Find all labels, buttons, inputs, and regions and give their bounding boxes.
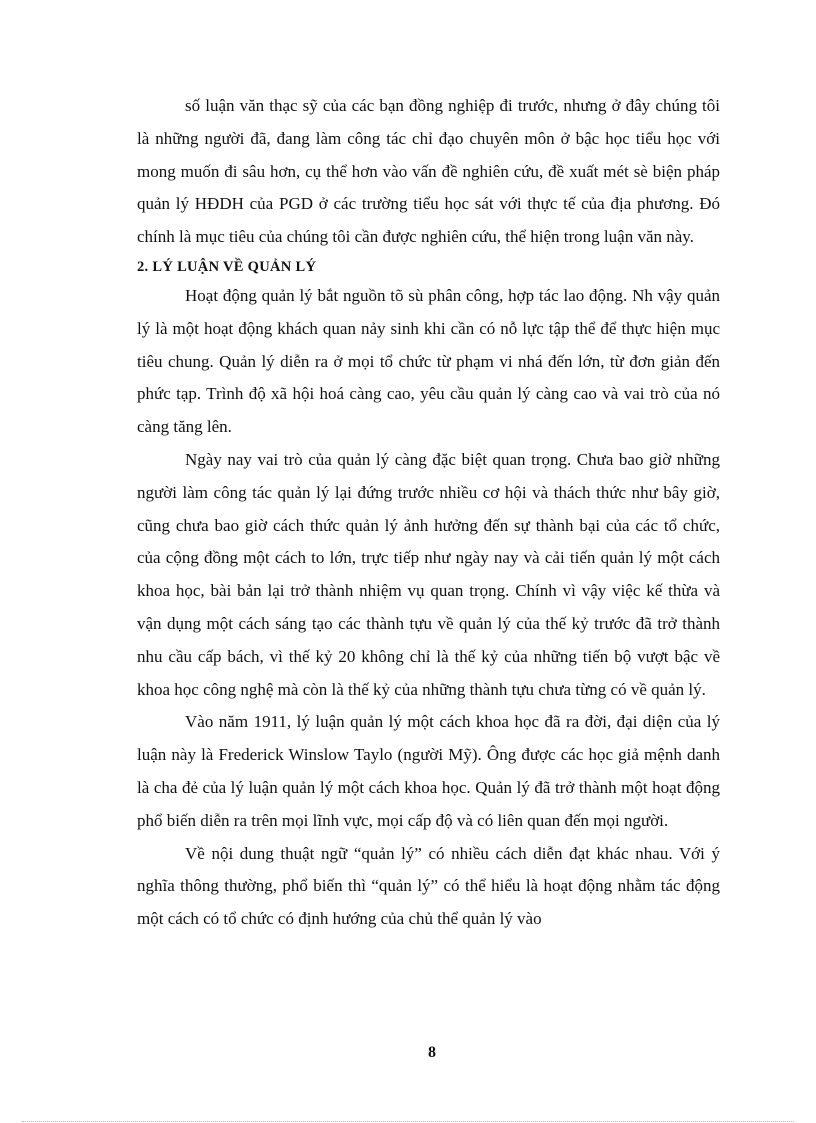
paragraph-taylor: Vào năm 1911, lý luận quản lý một cách khoa học đã ra đời, đại diện của lý luận này là Frederick Winslow Taylo (người Mỹ). Ông được các học giả mệnh danh là cha đẻ của lý luận quản lý một cách khoa học. Quản lý đã trở thành một hoạt động phổ biến diễn ra trên mọi lĩnh vực, mọi cấp độ và có liên quan đến mọi người. [137, 712, 720, 830]
paragraph-role-of-management: Ngày nay vai trò của quản lý càng đặc biệt quan trọng. Chưa bao giờ những người làm công tác quản lý lại đứng trước nhiều cơ hội và thách thức như bây giờ, cũng chưa bao giờ cách thức quản lý ảnh hưởng đến sự thành bại của các tổ chức, của cộng đồng một cách to lớn, trực tiếp như ngày nay và cải tiến quản lý một cách khoa học, bài bản lại trở thành nhiệm vụ quan trọng. Chính vì vậy việc kế thừa và vận dụng một cách sáng tạo các thành tựu về quản lý của thế kỷ trước đã trở thành nhu cầu cấp bách, vì thế kỷ 20 không chỉ là thế kỷ của những tiến bộ vượt bậc về khoa học công nghệ mà còn là thế kỷ của những thành tựu chưa từng có về quản lý. [137, 449, 720, 699]
section-heading: 2. LÝ LUẬN VỀ QUẢN LÝ [137, 258, 317, 275]
paragraph-definition: Về nội dung thuật ngữ “quản lý” có nhiều cách diễn đạt khác nhau. Với ý nghĩa thông thường, phổ biến thì “quản lý” có thể hiểu là hoạt động nhằm tác động một cách có tổ chức có định hướng của chủ thể quản lý vào [137, 843, 720, 929]
page-divider [22, 1121, 794, 1122]
paragraph-intro: số luận văn thạc sỹ của các bạn đồng nghiệp đi trước, nhưng ở đây chúng tôi là những người đã, đang làm công tác chỉ đạo chuyên môn ở bậc học tiểu học với mong muốn đi sâu hơn, cụ thể hơn vào vấn đề nghiên cứu, đề xuất mét sè biện pháp quản lý HĐDH của PGD ở các trường tiểu học sát với thực tế của địa phương. Đó chính là mục tiêu của chúng tôi cần được nghiên cứu, thể hiện trong luận văn này. [137, 96, 720, 247]
page-number: 8 [428, 1044, 436, 1061]
page-body [137, 90, 720, 936]
paragraph-origin-of-management: Hoạt động quản lý bắt nguồn tõ sù phân công, hợp tác lao động. Nh vậy quản lý là một hoạt động khách quan nảy sinh khi cần có nỗ lực tập thể để thực hiện mục tiêu chung. Quản lý diễn ra ở mọi tổ chức từ phạm vi nhá đến lớn, từ đơn giản đến phức tạp. Trình độ xã hội hoá càng cao, yêu cầu quản lý càng cao và vai trò của nó càng tăng lên. [137, 285, 720, 437]
